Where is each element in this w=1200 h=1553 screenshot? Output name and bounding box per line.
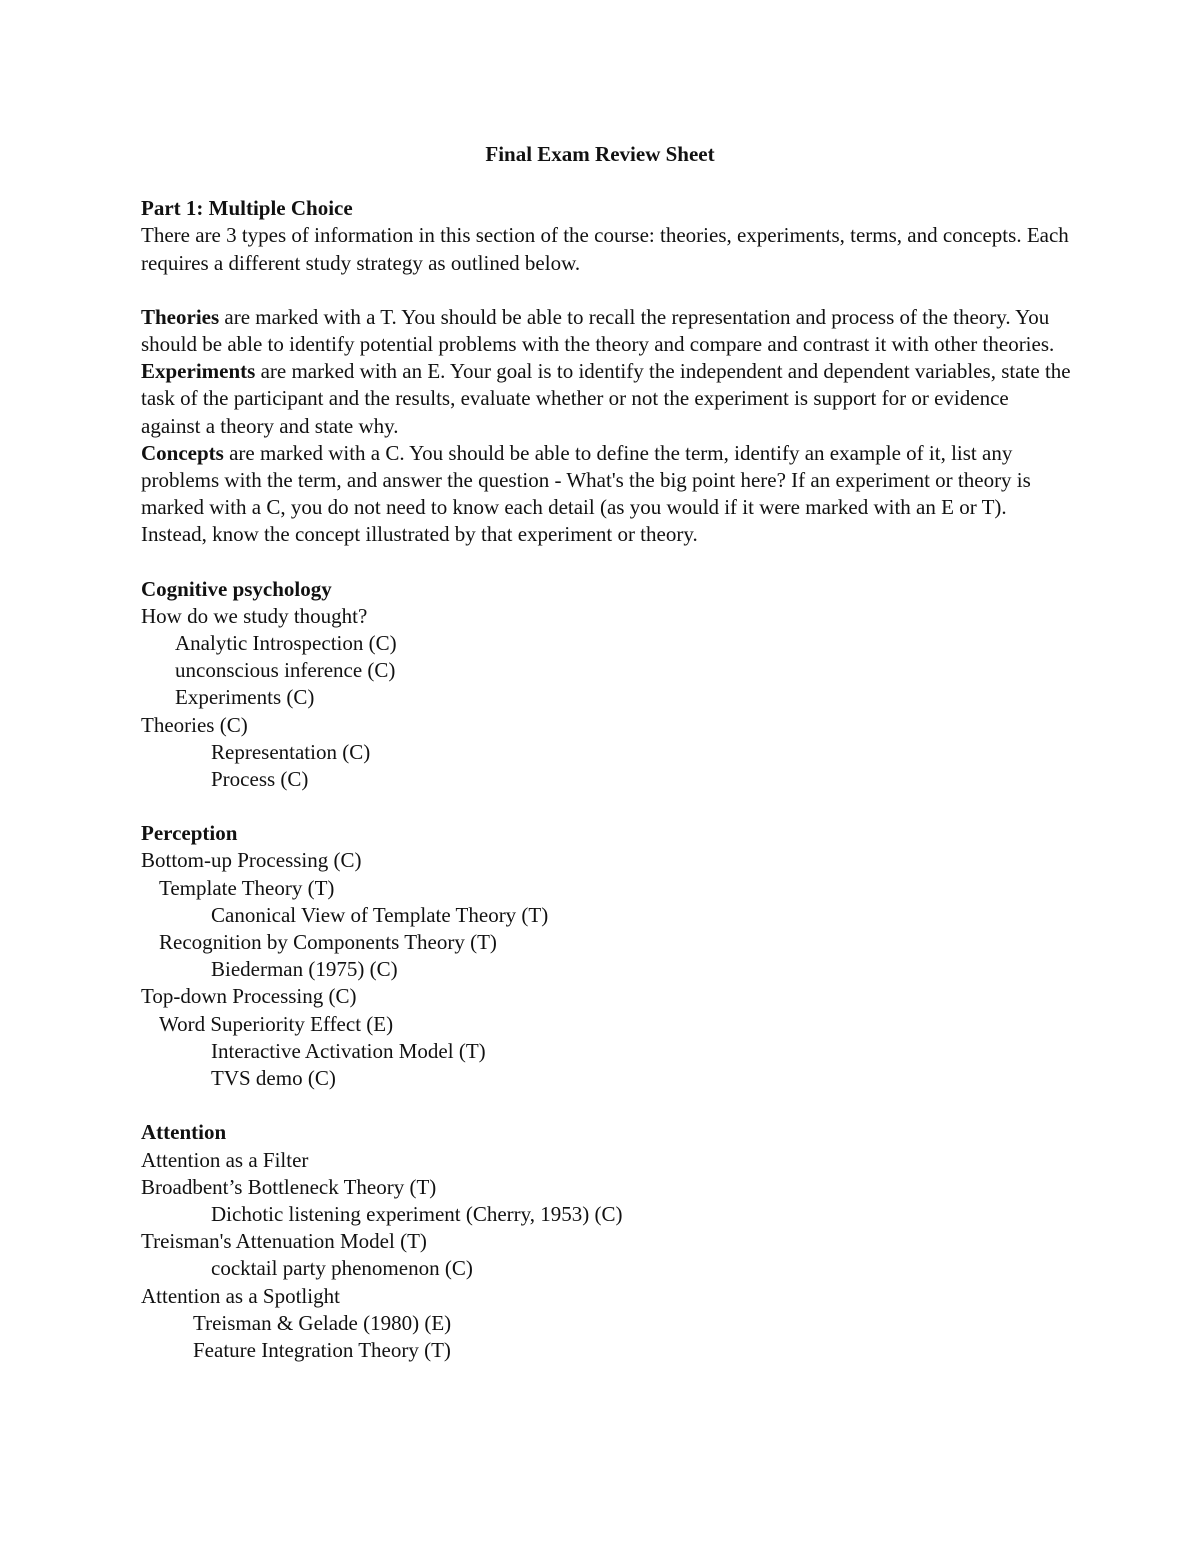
list-item: Representation (C) [211,739,371,764]
part1-intro: There are 3 types of information in this section of the course: theories, experiments, terms, and concepts. Each requires a different study strategy as outlined below. [141,223,1069,275]
part1-heading: Part 1: Multiple Choice [141,196,353,221]
list-item: Dichotic listening experiment (Cherry, 1953) (C) [211,1201,623,1226]
list-item: Theories (C) [141,712,248,737]
document-page [141,141,1071,1391]
experiments-text: are marked with an E. Your goal is to identify the independent and dependent variables, state the task of the participant and the results, evaluate whether or not the experiment is support for or evidence against a theory and state why. [141,359,1071,438]
list-item: Attention as a Spotlight [141,1283,340,1308]
list-item: Process (C) [211,767,309,792]
list-item: Recognition by Components Theory (T) [159,930,497,955]
list-item: Bottom-up Processing (C) [141,848,362,873]
theories-label: Theories [141,304,220,329]
experiments-label: Experiments [141,359,256,384]
experiments-paragraph [141,358,1071,440]
list-item: unconscious inference (C) [175,658,396,683]
list-item: Treisman's Attenuation Model (T) [141,1229,427,1254]
list-item: Top-down Processing (C) [141,984,357,1009]
list-item: Interactive Activation Model (T) [211,1038,486,1063]
section-cognitive-psychology [141,576,1071,794]
list-item: Feature Integration Theory (T) [193,1337,451,1362]
list-item: Canonical View of Template Theory (T) [211,902,549,927]
part1-section [141,195,1071,277]
page-title: Final Exam Review Sheet [485,142,715,166]
theories-paragraph [141,304,1071,358]
section-perception [141,820,1071,1092]
section-heading: Attention [141,1120,227,1145]
list-item: Experiments (C) [175,685,315,710]
list-item: Template Theory (T) [159,875,335,900]
list-item: Word Superiority Effect (E) [159,1011,394,1036]
list-item: Biederman (1975) (C) [211,957,398,982]
list-item: Attention as a Filter [141,1147,309,1172]
list-item: Broadbent’s Bottleneck Theory (T) [141,1174,437,1199]
theories-text: are marked with a T. You should be able to recall the representation and process of the theory. You should be able to identify potential problems with the theory and compare and contrast it with other theories. [141,304,1055,357]
list-item: Treisman & Gelade (1980) (E) [193,1310,452,1335]
section-heading: Perception [141,821,238,846]
concepts-label: Concepts [141,440,224,465]
section-attention [141,1119,1071,1364]
study-strategies [141,304,1071,549]
concepts-paragraph [141,440,1071,549]
list-item: Analytic Introspection (C) [175,631,397,656]
list-item: cocktail party phenomenon (C) [211,1256,473,1281]
concepts-text: are marked with a C. You should be able to define the term, identify an example of it, list any problems with the term, and answer the question - What's the big point here? If an experiment or theory is marked with a C, you do not need to know each detail (as you would if it were marked with an E or T). Instead, know the concept illustrated by that experiment or theory. [141,440,1031,547]
section-heading: Cognitive psychology [141,576,332,601]
list-item: How do we study thought? [141,603,368,628]
list-item: TVS demo (C) [211,1066,336,1091]
